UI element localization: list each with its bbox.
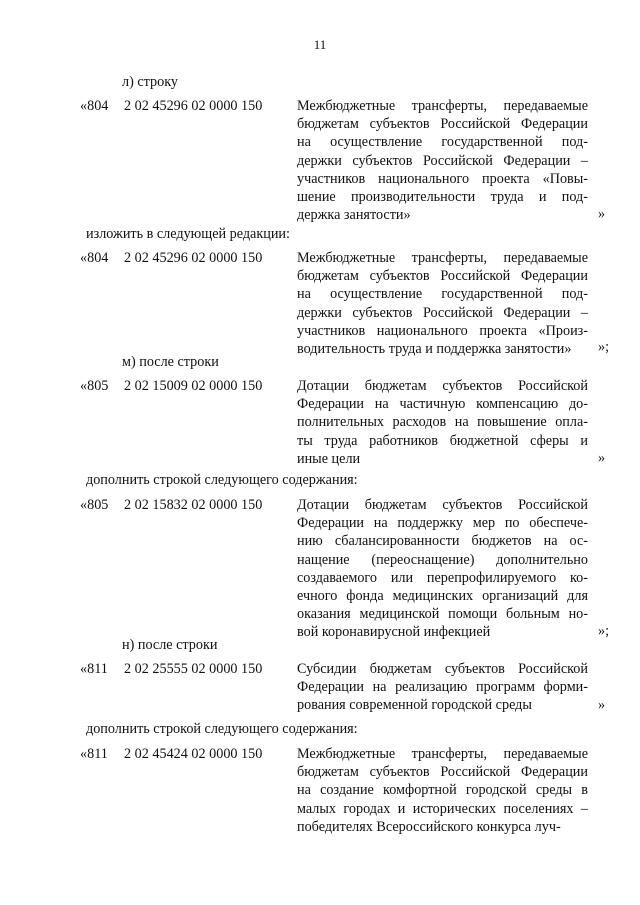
entry-description — [297, 249, 588, 358]
description-line: водительность труда и поддержка занятости» — [297, 340, 572, 357]
closing-quote: » — [598, 450, 606, 466]
description-line: Субсидии бюджетам субъектов Российской — [297, 661, 588, 677]
description-line: создаваемого или перепрофилируемого ко- — [297, 569, 588, 586]
budget-classification-code: 2 02 15832 02 0000 150 — [124, 497, 263, 513]
description-line: держка занятости» — [297, 207, 411, 224]
description-line: победителях Всероссийского конкурса луч- — [297, 818, 561, 835]
budget-classification-code: 2 02 45296 02 0000 150 — [124, 98, 263, 114]
entry-description — [297, 745, 588, 836]
section-caption-l: л) строку — [122, 74, 178, 90]
description-line: Дотации бюджетам субъектов Российской — [297, 497, 588, 513]
description-line: бюджетам субъектов Российской Федерации — [297, 116, 588, 133]
budget-classification-code: 2 02 45424 02 0000 150 — [124, 746, 263, 762]
description-line: Дотации бюджетам субъектов Российской — [297, 378, 588, 394]
description-line: на создание комфортной городской среды в — [297, 782, 588, 799]
description-line: нию сбалансированности бюджетов на ос- — [297, 533, 588, 550]
description-line: на осуществление государственной под- — [297, 286, 588, 303]
description-line: иные цели — [297, 450, 361, 467]
closing-quote: »; — [598, 339, 610, 355]
description-line: держки субъектов Российской Федерации – — [297, 304, 588, 321]
description-line: Федерации на частичную компенсацию до- — [297, 396, 588, 413]
admin-code: «811 — [80, 661, 108, 677]
budget-classification-code: 2 02 15009 02 0000 150 — [124, 378, 263, 394]
description-line: Межбюджетные трансферты, передаваемые — [297, 98, 588, 114]
instruction-text: изложить в следующей редакции: — [86, 226, 290, 242]
description-line: малых городах и исторических поселениях – — [297, 800, 588, 817]
description-line: держки субъектов Российской Федерации – — [297, 152, 588, 169]
description-line: Межбюджетные трансферты, передаваемые — [297, 746, 588, 762]
description-line: Федерации на реализацию программ форми- — [297, 679, 588, 696]
description-line: Федерации на поддержку мер по обеспече- — [297, 515, 588, 532]
closing-quote: » — [598, 206, 606, 222]
closing-quote: »; — [598, 623, 610, 639]
description-line: участников национального проекта «Повы- — [297, 170, 588, 187]
closing-quote: » — [598, 697, 606, 713]
entry-description — [297, 377, 588, 468]
admin-code: «804 — [80, 98, 109, 114]
description-line: рования современной городской среды — [297, 697, 532, 714]
instruction-text: дополнить строкой следующего содержания: — [86, 721, 358, 737]
budget-classification-code: 2 02 25555 02 0000 150 — [124, 661, 263, 677]
description-line: шение производительности труда и под- — [297, 188, 588, 205]
admin-code: «811 — [80, 746, 108, 762]
description-line: бюджетам субъектов Российской Федерации — [297, 268, 588, 285]
section-caption-m: м) после строки — [122, 354, 219, 370]
entry-description — [297, 496, 588, 642]
description-line: оказания медицинской помощи больным но- — [297, 606, 588, 623]
page-number: 11 — [313, 37, 327, 52]
description-line: ечного фонда медицинских организаций для — [297, 587, 588, 604]
description-line: на осуществление государственной под- — [297, 134, 588, 151]
description-line: участников национального проекта «Произ- — [297, 322, 588, 339]
entry-description — [297, 97, 588, 224]
description-line: Межбюджетные трансферты, передаваемые — [297, 250, 588, 266]
description-line: бюджетам субъектов Российской Федерации — [297, 764, 588, 781]
entry-description — [297, 660, 588, 715]
admin-code: «805 — [80, 497, 109, 513]
description-line: ты труда работников бюджетной сферы и — [297, 432, 588, 449]
instruction-text: дополнить строкой следующего содержания: — [86, 472, 358, 488]
description-line: полнительных расходов на повышение опла- — [297, 414, 588, 431]
admin-code: «805 — [80, 378, 109, 394]
description-line: нащение (переоснащение) дополнительно — [297, 551, 588, 568]
admin-code: «804 — [80, 250, 109, 266]
description-line: вой коронавирусной инфекцией — [297, 624, 491, 641]
section-caption-n: н) после строки — [122, 637, 218, 653]
budget-classification-code: 2 02 45296 02 0000 150 — [124, 250, 263, 266]
